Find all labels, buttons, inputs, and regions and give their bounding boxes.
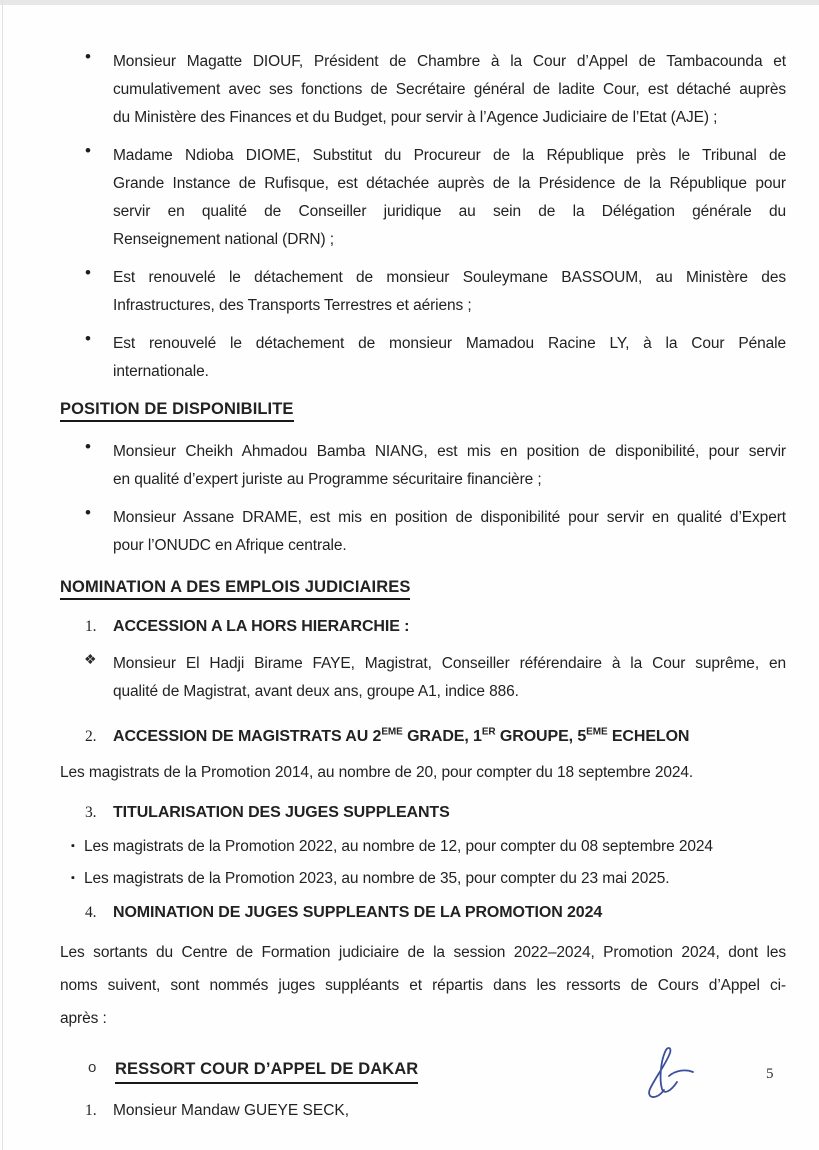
numbered-heading-text: NOMINATION DE JUGES SUPPLEANTS DE LA PROMOTION 2024 (113, 904, 603, 921)
list-item (60, 438, 786, 494)
list-item (60, 650, 786, 706)
list-item (60, 836, 786, 858)
text-line: qualité de Magistrat, avant deux ans, groupe A1, indice 886. (113, 683, 519, 700)
text-line: Grande Instance de Rufisque, est détachée auprès de la Présidence de la République pour (113, 175, 786, 192)
text-line: Monsieur Magatte DIOUF, Président de Chambre à la Cour d’Appel de Tambacounda et (113, 53, 786, 70)
bullet-dot-icon: • (85, 47, 91, 66)
numbered-heading-4 (60, 902, 786, 924)
section-heading-nomination (60, 578, 786, 600)
text-line: du Ministère des Finances et du Budget, pour servir à l’Agence Judiciaire de l’Etat (AJE) ; (113, 109, 718, 126)
numbered-heading-text: GROUPE, 5 (495, 728, 587, 745)
list-item (60, 48, 786, 132)
section-heading-disponibilite (60, 400, 786, 422)
text-line: Est renouvelé le détachement de monsieur Mamadou Racine LY, à la Cour Pénale (113, 335, 786, 352)
text-line: Infrastructures, des Transports Terrestres et aériens ; (113, 297, 472, 314)
text-line: noms suivent, sont nommés juges suppléants et répartis dans les ressorts de Cours d’Appel ci- (60, 977, 786, 994)
diamond-bullet-icon: ❖ (84, 651, 97, 667)
numbered-heading-2 (60, 726, 786, 748)
paragraph-line: Les magistrats de la Promotion 2014, au nombre de 20, pour compter du 18 septembre 2024. (60, 764, 694, 781)
numbered-heading-3 (60, 802, 786, 824)
signature-initials-icon (636, 1044, 702, 1111)
numbered-heading-text: ACCESSION A LA HORS HIERARCHIE : (113, 618, 410, 635)
item-number: 2. (85, 728, 97, 745)
text-line: Madame Ndioba DIOME, Substitut du Procureur de la République près le Tribunal de (113, 147, 786, 164)
list-item (60, 264, 786, 320)
text-line: en qualité d’expert juriste au Programme sécuritaire financière ; (113, 471, 542, 488)
detachements-list (60, 48, 786, 386)
text-line: Monsieur Mandaw GUEYE SECK, (113, 1102, 350, 1119)
numbered-heading-text: ECHELON (607, 728, 690, 745)
disponibilite-list (60, 438, 786, 560)
ressort-heading-text: RESSORT COUR D’APPEL DE DAKAR (115, 1057, 418, 1084)
scan-edge-artifact-left (2, 0, 3, 1150)
text-line: pour l’ONUDC en Afrique centrale. (113, 537, 347, 554)
text-line: Les sortants du Centre de Formation judiciaire de la session 2022–2024, Promotion 2024, dont les (60, 944, 786, 961)
circle-bullet-icon: o (88, 1059, 97, 1076)
text-line: Est renouvelé le détachement de monsieur Souleymane BASSOUM, au Ministère des (113, 269, 786, 286)
text-line: Monsieur Cheikh Ahmadou Bamba NIANG, est mis en position de disponibilité, pour servir (113, 443, 786, 460)
section-heading-text: NOMINATION A DES EMPLOIS JUDICIAIRES (60, 578, 410, 600)
text-line: servir en qualité de Conseiller juridique au sein de la Délégation générale du (113, 203, 786, 220)
item-number: 4. (85, 904, 97, 921)
numbered-heading-text: TITULARISATION DES JUGES SUPPLEANTS (113, 804, 450, 821)
paragraph (60, 936, 786, 1035)
bullet-dot-icon: • (85, 141, 91, 160)
bullet-dot-icon: • (85, 503, 91, 522)
superscript: EME (381, 726, 403, 738)
superscript: ER (481, 726, 496, 738)
bullet-dot-icon: • (85, 263, 91, 282)
list-item (60, 504, 786, 560)
list-item (60, 330, 786, 386)
numbered-heading-text: GRADE, 1 (402, 728, 482, 745)
bullet-dot-icon: • (85, 437, 91, 456)
item-number: 1. (85, 618, 97, 635)
square-bullet-icon: ▪ (71, 840, 75, 852)
document-content (60, 48, 786, 1122)
text-line: Les magistrats de la Promotion 2023, au nombre de 35, pour compter du 23 mai 2025. (84, 870, 670, 887)
list-item (60, 142, 786, 254)
numbered-heading-1 (60, 616, 786, 638)
text-line: Monsieur El Hadji Birame FAYE, Magistrat, Conseiller référendaire à la Cour suprême, en (113, 655, 786, 672)
list-item (60, 868, 786, 890)
text-line: cumulativement avec ses fonctions de Secrétaire général de ladite Cour, est détaché auprès (113, 81, 786, 98)
superscript: EME (586, 726, 608, 738)
item-number: 1. (85, 1102, 97, 1119)
text-line: internationale. (113, 363, 209, 380)
page-number: 5 (766, 1066, 774, 1082)
section-heading-text: POSITION DE DISPONIBILITE (60, 400, 294, 422)
text-line: Monsieur Assane DRAME, est mis en position de disponibilité pour servir en qualité d’Expert (113, 509, 786, 526)
numbered-heading-text: ACCESSION DE MAGISTRATS AU 2 (113, 728, 382, 745)
scan-edge-artifact-top (0, 0, 819, 5)
bullet-dot-icon: • (85, 329, 91, 348)
text-line: après : (60, 1010, 107, 1027)
text-line: Renseignement national (DRN) ; (113, 231, 334, 248)
item-number: 3. (85, 804, 97, 821)
text-line: Les magistrats de la Promotion 2022, au nombre de 12, pour compter du 08 septembre 2024 (84, 838, 713, 855)
square-bullet-icon: ▪ (71, 872, 75, 884)
